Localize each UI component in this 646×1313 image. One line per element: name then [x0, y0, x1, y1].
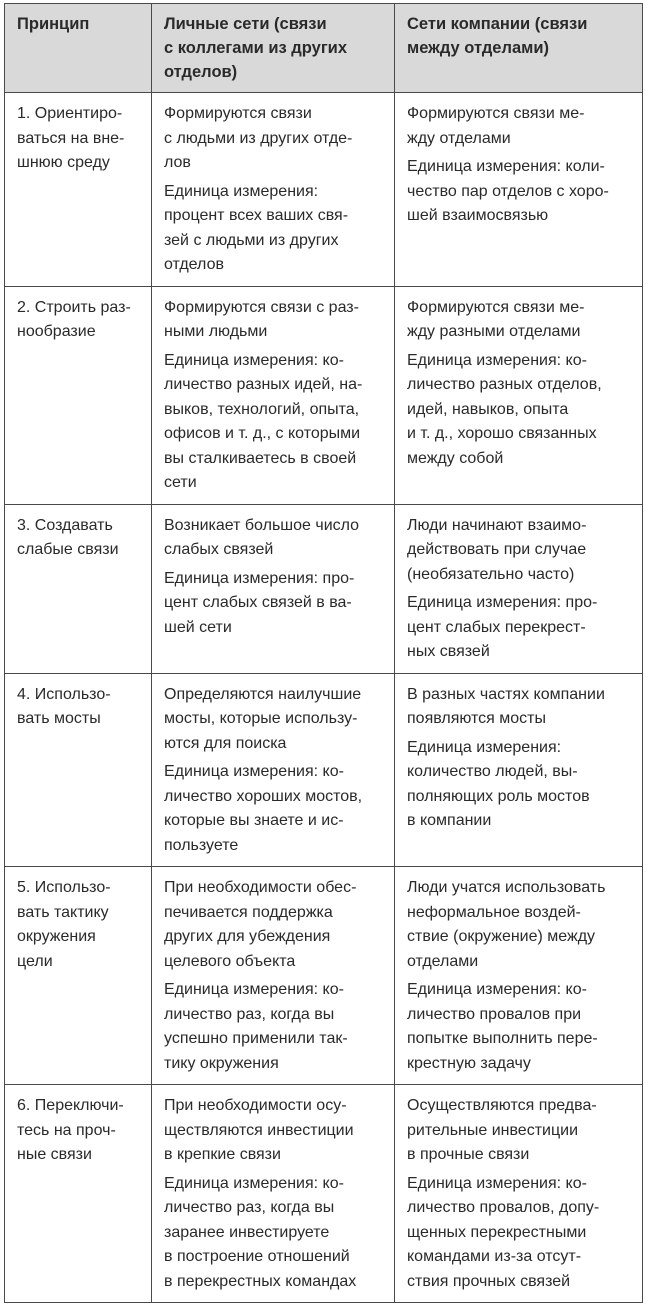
text-line: отделами	[407, 952, 479, 970]
text-line: в компании	[407, 812, 492, 829]
text-line: Принцип	[17, 15, 90, 33]
text-line: зей с людьми из других	[164, 231, 339, 249]
text-line: в построение отношений	[164, 1248, 350, 1265]
text-line: с коллегами из других	[164, 39, 348, 57]
text-line: 5. Использо-	[17, 879, 111, 896]
text-line: 6. Переключи-	[17, 1097, 124, 1114]
text-line: личество разных отделов,	[407, 376, 602, 393]
text-line: личество хороших мостов,	[164, 787, 363, 805]
table-row	[5, 1085, 643, 1303]
header-personal-networks	[152, 4, 395, 93]
effect-text	[164, 514, 388, 563]
text-line: полняющих роль мостов	[407, 787, 590, 805]
text-line: Единица измерения: ко-	[407, 351, 587, 369]
text-line: Единица измерения: про-	[407, 594, 598, 611]
company-network-cell	[395, 867, 643, 1085]
principle-text	[17, 514, 145, 563]
text-line: крестную задачу	[407, 1054, 531, 1072]
measure-text	[407, 591, 636, 665]
text-line: цели	[17, 952, 53, 970]
text-line: действовать при случае	[407, 541, 587, 558]
text-line: Формируются связи ме-	[407, 105, 585, 122]
text-line: Определяются наилучшие	[164, 685, 362, 703]
text-line: печивается поддержка	[164, 903, 333, 921]
text-line: нообразие	[17, 323, 96, 340]
measure-text	[164, 180, 388, 278]
text-line: ствие (окружение) между	[407, 928, 596, 945]
text-line: рительные инвестиции	[407, 1121, 578, 1139]
text-line: 4. Использо-	[17, 685, 111, 703]
measure-text	[407, 1172, 636, 1295]
text-line: сети	[164, 474, 197, 491]
company-network-cell	[395, 673, 643, 867]
text-line: Сети компании (связи	[407, 15, 588, 33]
company-network-cell	[395, 1085, 643, 1303]
principle-cell	[5, 1085, 152, 1303]
text-line: успешно применили так-	[164, 1030, 348, 1047]
personal-network-cell	[152, 867, 395, 1085]
header-company-networks	[395, 4, 643, 93]
measure-text	[164, 760, 388, 858]
text-line: жду разными отделами	[407, 323, 581, 340]
text-line: окружения	[17, 928, 96, 945]
text-line: шей сети	[164, 618, 232, 636]
text-line: Единица измерения: ко-	[164, 1174, 344, 1192]
text-line: между отделами)	[407, 39, 549, 57]
text-line: личество провалов при	[407, 1005, 582, 1023]
text-line: вать мосты	[17, 710, 101, 727]
text-line: офисов и т. д., с которыми	[164, 425, 361, 442]
text-line: слабых связей	[164, 541, 274, 558]
effect-text	[164, 876, 388, 974]
text-line: щенных перекрестными	[407, 1223, 587, 1241]
text-line: При необходимости осу-	[164, 1097, 347, 1114]
effect-text	[164, 296, 388, 345]
text-line: Возникает большое число	[164, 516, 360, 534]
text-line: которые вы знаете и ис-	[164, 812, 344, 829]
principle-cell	[5, 93, 152, 287]
text-line: Единица измерения: про-	[164, 569, 355, 587]
principle-text	[17, 296, 145, 345]
effect-text	[164, 1094, 388, 1168]
text-line: командами из-за отсут-	[407, 1248, 582, 1265]
effect-text	[407, 296, 636, 345]
text-line: Единица измерения:	[407, 738, 562, 756]
measure-text	[164, 978, 388, 1076]
measure-text	[407, 349, 636, 472]
text-line: Единица измерения: ко-	[164, 351, 344, 369]
principle-cell	[5, 673, 152, 867]
text-line: Формируются связи	[164, 105, 312, 122]
table-row	[5, 867, 643, 1085]
text-line: ными людьми	[164, 323, 268, 340]
text-line: Единица измерения: ко-	[164, 981, 344, 998]
text-line: идей, навыков, опыта	[407, 400, 569, 418]
text-line: ваться на вне-	[17, 129, 125, 147]
text-line: тику окружения	[164, 1054, 279, 1072]
personal-network-cell	[152, 286, 395, 504]
text-line: жду отделами	[407, 129, 511, 147]
text-line: Личные сети (связи	[164, 15, 327, 33]
text-line: отделов)	[164, 63, 238, 81]
text-line: и т. д., хорошо связанных	[407, 425, 597, 442]
principle-cell	[5, 867, 152, 1085]
text-line: ные связи	[17, 1146, 92, 1163]
company-network-cell	[395, 504, 643, 673]
measure-text	[164, 567, 388, 641]
measure-text	[407, 155, 636, 229]
text-line: личество раз, когда вы	[164, 1199, 335, 1216]
networks-table	[4, 3, 643, 1303]
personal-network-cell	[152, 1085, 395, 1303]
text-line: Люди начинают взаимо-	[407, 516, 587, 534]
text-line: Осуществляются предва-	[407, 1097, 597, 1114]
text-line: Единица измерения: ко-	[164, 763, 344, 780]
table-body	[5, 93, 643, 1303]
text-line: отделов	[164, 256, 224, 273]
text-line: личество разных идей, на-	[164, 376, 363, 393]
principle-text	[17, 876, 145, 974]
text-line: цент слабых связей в ва-	[164, 594, 352, 611]
table-row	[5, 673, 643, 867]
text-line: мосты, которые использу-	[164, 710, 358, 727]
text-line: пользуете	[164, 836, 239, 854]
text-line: чество пар отделов с хоро-	[407, 182, 609, 200]
principle-cell	[5, 286, 152, 504]
text-line: Формируются связи с раз-	[164, 298, 359, 316]
personal-network-cell	[152, 504, 395, 673]
table-row	[5, 504, 643, 673]
text-line: ются для поиска	[164, 734, 287, 752]
text-line: Формируются связи ме-	[407, 298, 585, 316]
principle-text	[17, 1094, 145, 1168]
table-row	[5, 286, 643, 504]
text-line: личество провалов, допу-	[407, 1199, 600, 1216]
text-line: Единица измерения: ко-	[407, 1174, 587, 1192]
text-line: ществляются инвестиции	[164, 1121, 354, 1139]
text-line: ствия прочных связей	[407, 1272, 571, 1290]
text-line: 1. Ориентиро-	[17, 105, 123, 122]
text-line: в перекрестных командах	[164, 1272, 357, 1290]
text-line: слабые связи	[17, 541, 119, 558]
measure-text	[164, 349, 388, 496]
principle-text	[17, 683, 145, 732]
text-line: 3. Создавать	[17, 516, 113, 534]
company-network-cell	[395, 93, 643, 287]
text-line: Единица измерения: коли-	[407, 158, 605, 175]
text-line: Люди учатся использовать	[407, 879, 606, 896]
text-line: шей взаимосвязью	[407, 207, 549, 224]
text-line: При необходимости обес-	[164, 879, 357, 896]
text-line: других для убеждения	[164, 928, 331, 945]
table-row	[5, 93, 643, 287]
personal-network-cell	[152, 673, 395, 867]
measure-text	[407, 736, 636, 834]
text-line: целевого объекта	[164, 952, 296, 970]
text-line: вы сталкиваетесь в своей	[164, 449, 357, 467]
text-line: заранее инвестируете	[164, 1223, 330, 1241]
text-line: шнюю среду	[17, 154, 110, 171]
text-line: (необязательно часто)	[407, 565, 575, 583]
effect-text	[164, 102, 388, 176]
header-row	[5, 4, 643, 93]
principle-text	[17, 102, 145, 176]
text-line: Единица измерения:	[164, 182, 319, 200]
text-line: появляются мосты	[407, 710, 546, 727]
effect-text	[407, 876, 636, 974]
measure-text	[164, 1172, 388, 1295]
text-line: вать тактику	[17, 903, 109, 921]
principle-cell	[5, 504, 152, 673]
text-line: тесь на проч-	[17, 1121, 116, 1139]
text-line: ных связей	[407, 643, 490, 660]
measure-text	[407, 978, 636, 1076]
text-line: цент слабых перекрест-	[407, 618, 586, 636]
table-header	[5, 4, 643, 93]
company-network-cell	[395, 286, 643, 504]
header-principle	[5, 4, 152, 93]
text-line: количество людей, вы-	[407, 763, 578, 780]
text-line: В разных частях компании	[407, 685, 605, 703]
text-line: с людьми из других отде-	[164, 129, 353, 147]
personal-network-cell	[152, 93, 395, 287]
text-line: личество раз, когда вы	[164, 1005, 335, 1023]
effect-text	[164, 683, 388, 757]
effect-text	[407, 102, 636, 151]
text-line: 2. Строить раз-	[17, 298, 131, 316]
text-line: процент всех ваших свя-	[164, 207, 349, 224]
effect-text	[407, 683, 636, 732]
text-line: неформальное воздей-	[407, 903, 581, 921]
text-line: между собой	[407, 449, 504, 467]
text-line: в прочные связи	[407, 1146, 530, 1163]
text-line: в крепкие связи	[164, 1146, 281, 1163]
effect-text	[407, 514, 636, 588]
text-line: лов	[164, 154, 191, 171]
text-line: Единица измерения: ко-	[407, 981, 587, 998]
effect-text	[407, 1094, 636, 1168]
text-line: выков, технологий, опыта,	[164, 400, 360, 418]
text-line: попытке выполнить пере-	[407, 1030, 598, 1047]
